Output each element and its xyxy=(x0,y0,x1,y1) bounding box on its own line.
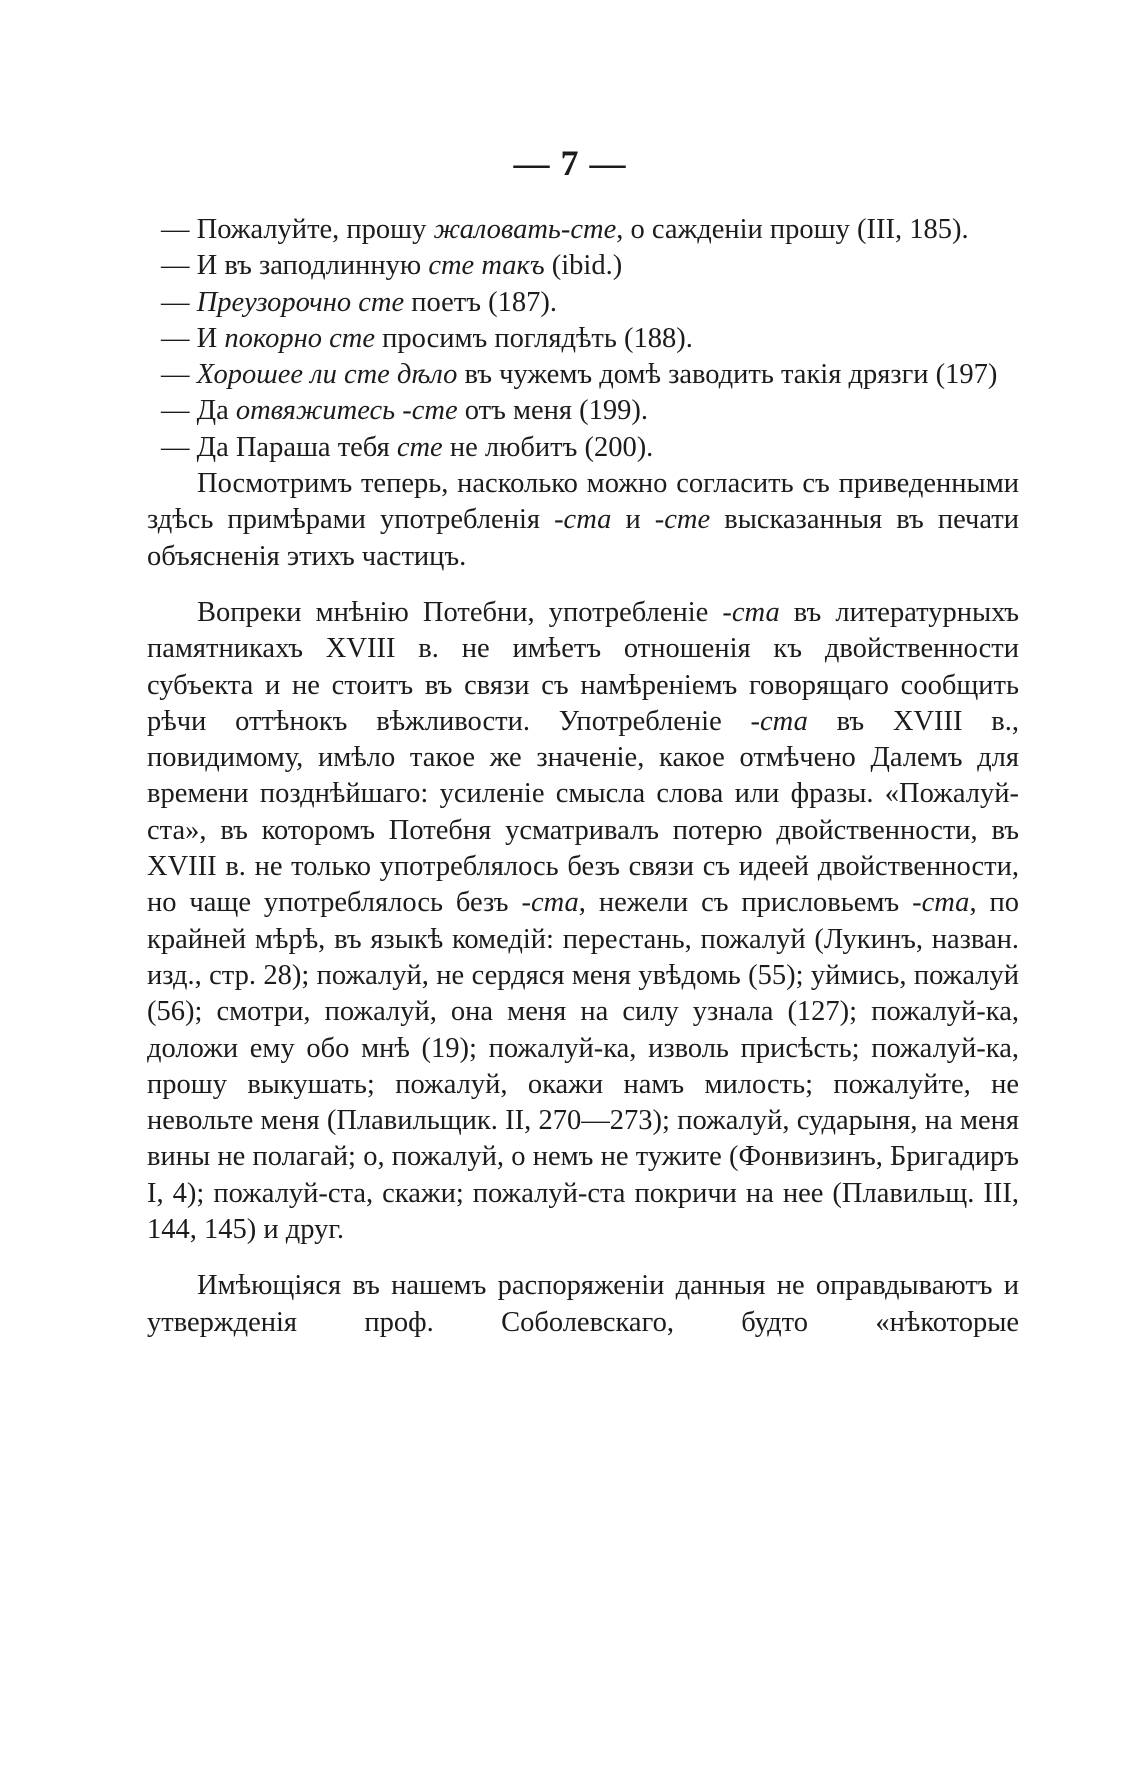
body-paragraph xyxy=(147,1268,1019,1341)
text-run: Имѣющіяся въ нашемъ распоряженіи данныя не оправдываютъ и утвержденія проф. Соболевскаго, будто «нѣкоторые xyxy=(147,1270,1019,1338)
italic-term: отвяжитесь -сте xyxy=(235,395,458,427)
text-run: , по крайней мѣрѣ, въ языкѣ комедій: перестань, пожалуй (Лукинъ, назван. изд., стр. 28); пожалуй, не сердяся меня увѣдомь (55); уймись, пожалуй (56); смотри, пожалуй, она меня на силу узнала (127); пожалуй-ка, доложи ему обо мнѣ (19); пожалуй-ка, изволь присѣсть; пожалуй-ка, прошу выкушать; пожалуй, окажи намъ милость; пожалуйте, не невольте меня (Плавильщик. II, 270—273); пожалуй, сударыня, на меня вины не полагай; о, пожалуй, о немъ не тужите (Фонвизинъ, Бригадиръ I, 4); пожалуй-ста, скажи; пожалуй-ста покричи на нее (Плавильщ. III, 144, 145) и друг. xyxy=(147,887,1019,1246)
body-paragraph xyxy=(147,595,1019,1248)
italic-term: -ста xyxy=(750,705,808,737)
text-run: высказанныя въ печати объясненія этихъ частицъ. xyxy=(147,504,1019,572)
text-run: въ литературныхъ памятникахъ XVIII в. не имѣетъ отношенія къ двойственности субъекта и не стоитъ въ связи съ намѣреніемъ говорящаго сообщить рѣчи оттѣнокъ вѣжливости. Употребленіе xyxy=(147,596,1020,737)
text-run: отъ меня (199). xyxy=(457,395,648,427)
italic-term: сте xyxy=(396,431,443,463)
text-run: — И xyxy=(161,322,225,354)
text-run: Вопреки мнѣнію Потебни, употребленіе xyxy=(197,596,723,628)
text-run: и xyxy=(611,504,655,536)
italic-term: -ста xyxy=(554,504,612,536)
text-run: , нежели съ присловьемъ xyxy=(578,887,913,919)
citation-line xyxy=(147,393,1019,429)
italic-term: -ста xyxy=(722,596,780,628)
text-run: въ чужемъ домѣ заводить такія дрязги (197) xyxy=(457,359,998,391)
italic-term: Хорошее ли сте дѣло xyxy=(196,359,458,391)
italic-term: Преузорочно сте xyxy=(196,286,405,318)
citation-line xyxy=(147,357,1019,393)
text-run: Посмотримъ теперь, насколько можно согласить съ приведенными здѣсь примѣрами употребленія xyxy=(147,468,1019,536)
page-number: — 7 — xyxy=(513,143,627,183)
text-run: — Да xyxy=(161,395,236,427)
italic-term: -ста xyxy=(521,887,579,919)
italic-term: сте такъ xyxy=(428,250,545,282)
paragraph-list xyxy=(147,466,1019,1341)
italic-term: жаловать-сте xyxy=(433,214,617,245)
italic-term: -ста xyxy=(912,887,970,919)
text-run: — Да Параша тебя xyxy=(161,431,397,463)
citation-list xyxy=(147,212,1019,466)
citation-line xyxy=(147,430,1019,466)
text-run: (ibid.) xyxy=(544,250,623,282)
text-body xyxy=(147,212,1019,1341)
text-run: , о сажденіи прошу (III, 185). xyxy=(616,214,969,245)
text-run: не любитъ (200). xyxy=(442,431,654,463)
text-run: — Пожалуйте, прошу xyxy=(161,214,434,245)
citation-line xyxy=(147,212,1019,248)
citation-line xyxy=(147,285,1019,321)
citation-line xyxy=(147,321,1019,357)
body-paragraph xyxy=(147,466,1019,575)
italic-term: покорно сте xyxy=(224,322,375,354)
text-run: въ XVIII в., повидимому, имѣло такое же значеніе, какое отмѣчено Далемъ для времени позднѣйшаго: усиленіе смысла слова или фразы. «Пожалуй-ста», въ которомъ Потебня усматривалъ потерю двойственности, въ XVIII в. не только употреблялось безъ связи съ идеей двойственности, но чаще употреблялось безъ xyxy=(147,705,1019,919)
text-run: — xyxy=(161,359,197,391)
citation-line xyxy=(147,248,1019,284)
text-run: — xyxy=(161,286,197,318)
italic-term: -сте xyxy=(654,504,711,536)
text-run: просимъ поглядѣть (188). xyxy=(375,322,693,354)
text-run: — И въ заподлинную xyxy=(161,250,429,282)
text-run: поетъ (187). xyxy=(404,286,557,318)
